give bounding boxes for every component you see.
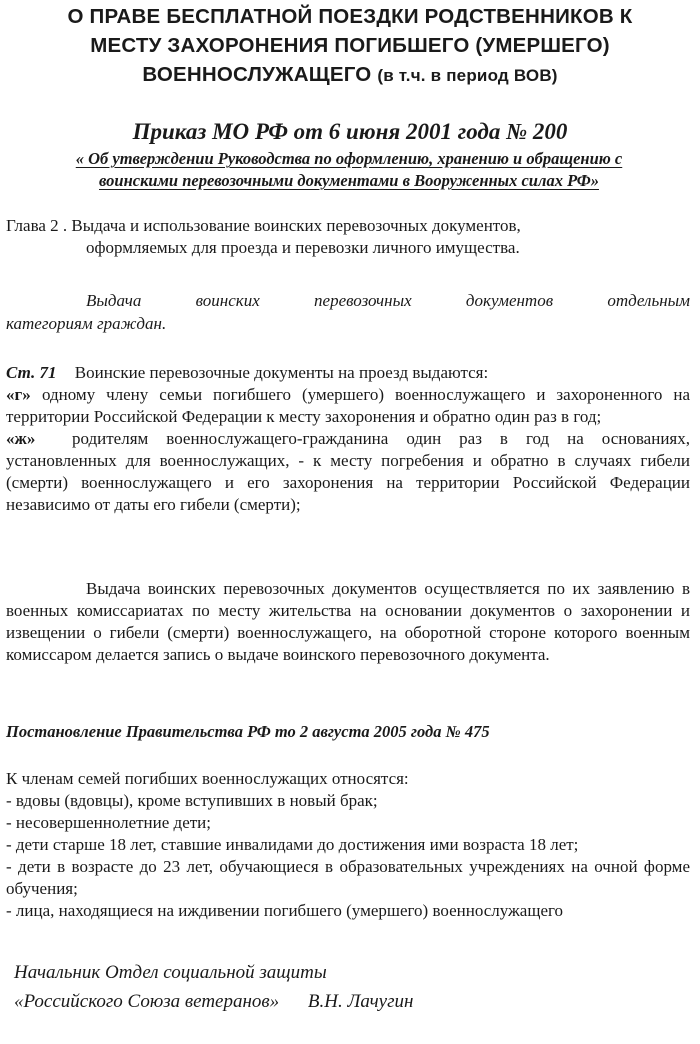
list-item: - лица, находящиеся на иждивении погибшего (умершего) военнослужащего (6, 901, 564, 920)
list-item: - дети в возрасте до 23 лет, обучающиеся в образовательных учреждениях на очной форме обучения; (6, 857, 690, 898)
family-members-list (6, 768, 690, 922)
article-item-g (6, 384, 690, 428)
order-title: Приказ МО РФ от 6 июня 2001 года № 200 (132, 119, 568, 144)
signature-position: Начальник Отдел социальной защиты (14, 962, 327, 983)
signature-organization: «Российского Союза ветеранов» (14, 991, 280, 1012)
issue-paragraph: Выдача воинских перевозочных документов осуществляется по их заявлению в военных комиссариатах по месту жительства на основании документов о захоронении и извещении о гибели (смерти) военнослужащего, на оборотной стороне которого военным комиссаром делается запись о выдаче воинского перевозочного документа. (6, 579, 690, 664)
title-line-1: О ПРАВЕ БЕСПЛАТНОЙ ПОЕЗДКИ РОДСТВЕННИКОВ К (67, 5, 633, 28)
title-line-2: МЕСТУ ЗАХОРОНЕНИЯ ПОГИБШЕГО (УМЕРШЕГО) (90, 34, 610, 57)
chapter-line-2: оформляемых для проезда и перевозки личного имущества. (86, 238, 520, 257)
order-subtitle (6, 148, 692, 192)
article-label: Ст. 71 (6, 363, 57, 382)
issuance-heading-line-1: Выдача воинских перевозочных документов отдельным (86, 291, 690, 310)
chapter-heading (6, 215, 690, 259)
title-line-3-note: (в т.ч. в период ВОВ) (377, 66, 558, 85)
list-item: - вдовы (вдовцы), кроме вступивших в новый брак; (6, 791, 378, 810)
document-title (10, 2, 690, 90)
order-subtitle-line-2: воинскими перевозочными документами в Вооруженных силах РФ» (99, 171, 599, 190)
title-line-3-main: ВОЕННОСЛУЖАЩЕГО (142, 63, 372, 86)
order-subtitle-line-1: « Об утверждении Руководства по оформлению, хранению и обращению с (75, 149, 623, 168)
article-intro: Воинские перевозочные документы на проезд выдаются: (74, 363, 489, 382)
article-item-zh (6, 428, 690, 516)
family-members-intro: К членам семей погибших военнослужащих относятся: (6, 769, 409, 788)
list-item: - несовершеннолетние дети; (6, 813, 211, 832)
issuance-heading-line-2: категориям граждан. (6, 314, 167, 333)
chapter-line-1: Глава 2 . Выдача и использование воинских перевозочных документов, (6, 216, 521, 235)
title-line-3 (10, 60, 690, 90)
article-item-g-text: одному члену семьи погибшего (умершего) военнослужащего и захороненного на территории Российской Федерации к месту захоронения и обратно один раз в год; (6, 385, 690, 426)
article-item-zh-label: «ж» (6, 429, 36, 448)
article-71 (6, 362, 690, 516)
list-item: - дети старше 18 лет, ставшие инвалидами до достижения ими возраста 18 лет; (6, 835, 579, 854)
signature-name: В.Н. Лачугин (307, 991, 414, 1012)
article-item-zh-text: родителям военнослужащего-гражданина один раз в год на основаниях, установленных для военнослужащих, - к месту погребения и обратно в случаях гибели (смерти) военнослужащего и его захоронения на территории Российской Федерации независимо от даты его гибели (смерти); (6, 429, 690, 514)
article-item-g-label: «г» (6, 385, 31, 404)
decree-heading: Постановление Правительства РФ то 2 августа 2005 года № 475 (6, 722, 490, 741)
signature-block (14, 958, 690, 1016)
